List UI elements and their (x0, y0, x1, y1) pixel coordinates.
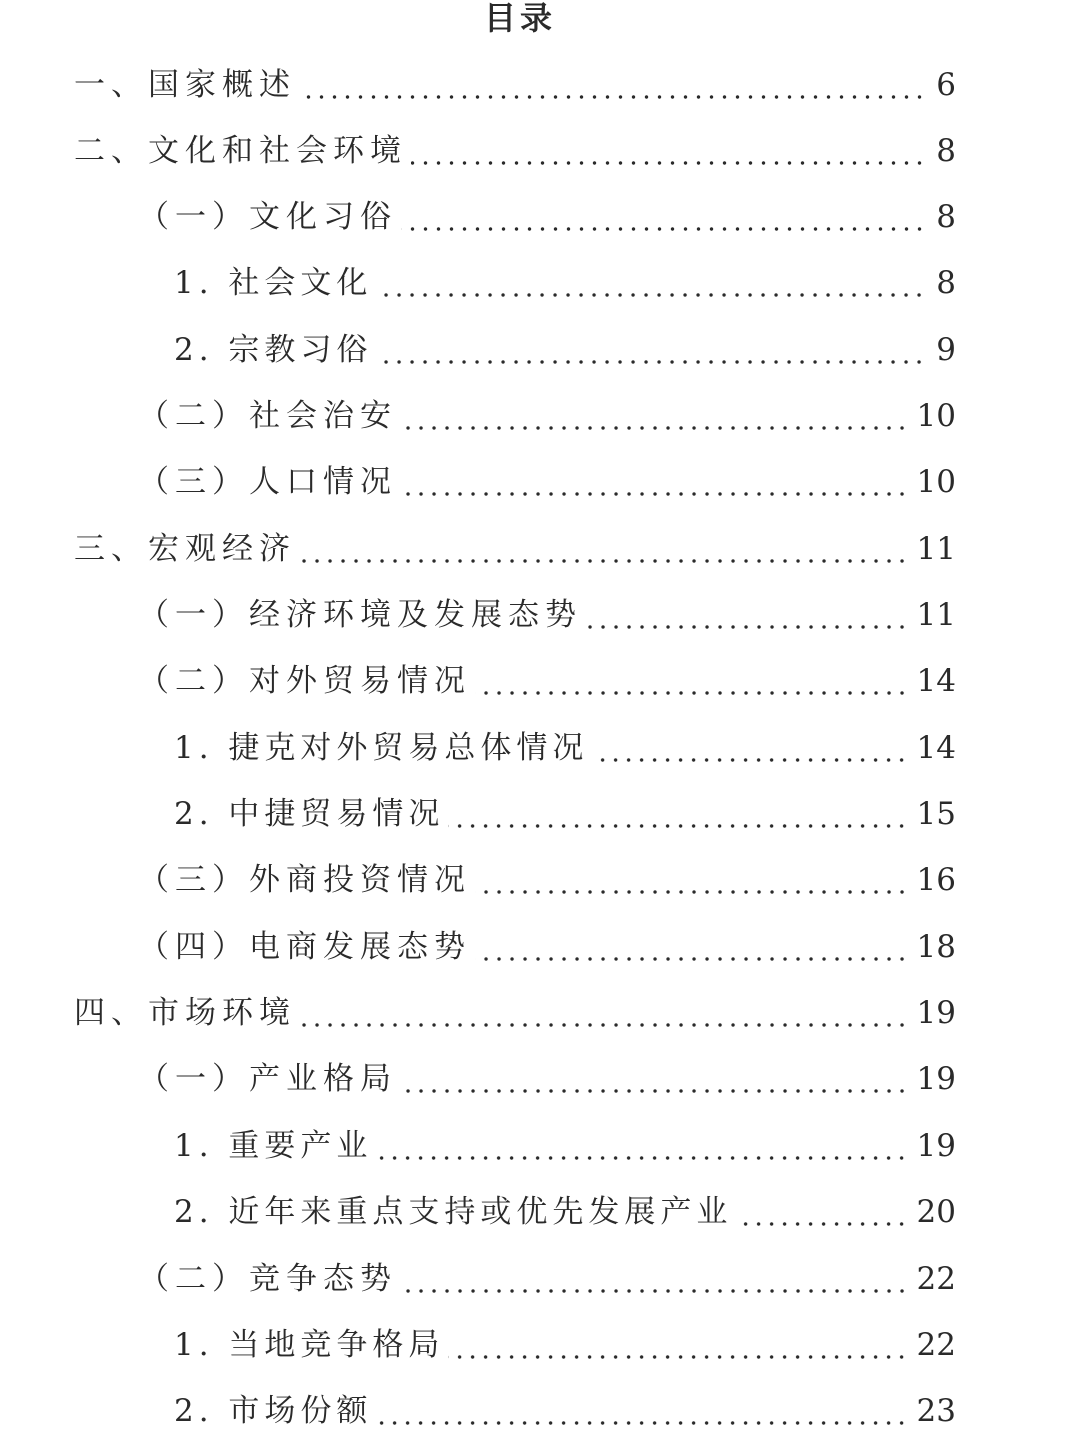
toc-entry-label: 四、市场环境 (74, 995, 296, 1031)
dot-leader (300, 993, 909, 1033)
dot-leader (475, 927, 909, 967)
toc-entry-label: 2. 中捷贸易情况 (174, 796, 445, 832)
toc-entry-page: 22 (916, 1261, 956, 1297)
toc-entry-page: 8 (936, 199, 956, 235)
toc-entry[interactable] (0, 582, 1080, 648)
toc-entry-page: 8 (936, 265, 956, 301)
dot-leader (411, 131, 926, 171)
toc-entry[interactable] (0, 52, 1080, 118)
toc-entry[interactable] (0, 914, 1080, 980)
dot-leader (586, 595, 909, 635)
toc-entry-page: 23 (916, 1393, 956, 1429)
dot-leader (376, 1126, 908, 1166)
toc-entry-page: 6 (936, 67, 956, 103)
toc-entry-label: （三）人口情况 (138, 464, 397, 500)
dot-leader (448, 1325, 908, 1365)
toc-entry[interactable] (0, 1179, 1080, 1245)
dot-leader (300, 65, 926, 105)
dot-leader (300, 529, 909, 569)
toc-entry-label: （一）文化习俗 (138, 199, 397, 235)
toc-entry[interactable] (0, 781, 1080, 847)
toc-entry-page: 19 (916, 1061, 956, 1097)
toc-entry-label: （二）对外贸易情况 (138, 663, 471, 699)
dot-leader (376, 330, 926, 370)
toc-entry-label: 2. 市场份额 (174, 1393, 373, 1429)
toc-entry[interactable] (0, 317, 1080, 383)
toc-entry[interactable] (0, 250, 1080, 316)
toc-entry-page: 11 (916, 597, 956, 633)
toc-entry-page: 18 (916, 929, 956, 965)
toc-entry-page: 19 (916, 1128, 956, 1164)
dot-leader (736, 1192, 908, 1232)
toc-entry-label: （一）产业格局 (138, 1061, 397, 1097)
toc-entry-label: （二）竞争态势 (138, 1261, 397, 1297)
dot-leader (448, 794, 908, 834)
dot-leader (401, 462, 909, 502)
toc-entry-page: 19 (916, 995, 956, 1031)
toc-entry-label: 2. 宗教习俗 (174, 332, 373, 368)
dot-leader (401, 396, 909, 436)
toc-entry[interactable] (0, 1246, 1080, 1312)
dot-leader (401, 1059, 909, 1099)
toc-entry[interactable] (0, 383, 1080, 449)
toc-entry-label: 1. 当地竞争格局 (174, 1327, 445, 1363)
toc-entry-page: 16 (916, 862, 956, 898)
toc-title: 目录 (483, 0, 556, 37)
toc-entry-label: （二）社会治安 (138, 398, 397, 434)
toc-entry-label: 一、国家概述 (74, 67, 296, 103)
dot-leader (401, 197, 926, 237)
toc-entry-label: 2. 近年来重点支持或优先发展产业 (174, 1194, 733, 1230)
toc-entry-page: 14 (916, 663, 956, 699)
dot-leader (401, 1259, 909, 1299)
toc-entry-label: 1. 重要产业 (174, 1128, 373, 1164)
toc-entry[interactable] (0, 184, 1080, 250)
toc-entry-label: （一）经济环境及发展态势 (138, 597, 582, 633)
dot-leader (475, 661, 909, 701)
toc-entry-page: 10 (916, 464, 956, 500)
toc-entry-label: （四）电商发展态势 (138, 929, 471, 965)
dot-leader (376, 263, 926, 303)
toc-entry-page: 10 (916, 398, 956, 434)
toc-entry-label: 1. 捷克对外贸易总体情况 (174, 730, 589, 766)
toc-entry[interactable] (0, 1113, 1080, 1179)
toc-entry[interactable] (0, 847, 1080, 913)
dot-leader (475, 860, 909, 900)
toc-entry-page: 15 (916, 796, 956, 832)
toc-entry[interactable] (0, 516, 1080, 582)
toc-entry[interactable] (0, 715, 1080, 781)
toc-entry[interactable] (0, 648, 1080, 714)
toc-entry[interactable] (0, 449, 1080, 515)
toc-entry-label: 二、文化和社会环境 (74, 133, 407, 169)
toc-entry-page: 11 (916, 531, 956, 567)
toc-entry-page: 9 (936, 332, 956, 368)
toc-entry-page: 20 (916, 1194, 956, 1230)
toc-entry-page: 22 (916, 1327, 956, 1363)
toc-entry[interactable] (0, 1378, 1080, 1444)
toc-entry-label: （三）外商投资情况 (138, 862, 471, 898)
toc-entry-page: 8 (936, 133, 956, 169)
toc-entry[interactable] (0, 118, 1080, 184)
dot-leader (592, 728, 908, 768)
toc-entry[interactable] (0, 980, 1080, 1046)
toc-entry-label: 1. 社会文化 (174, 265, 373, 301)
dot-leader (376, 1391, 908, 1431)
toc-entry[interactable] (0, 1046, 1080, 1112)
toc-entry-page: 14 (916, 730, 956, 766)
toc-entry[interactable] (0, 1312, 1080, 1378)
toc-entry-label: 三、宏观经济 (74, 531, 296, 567)
